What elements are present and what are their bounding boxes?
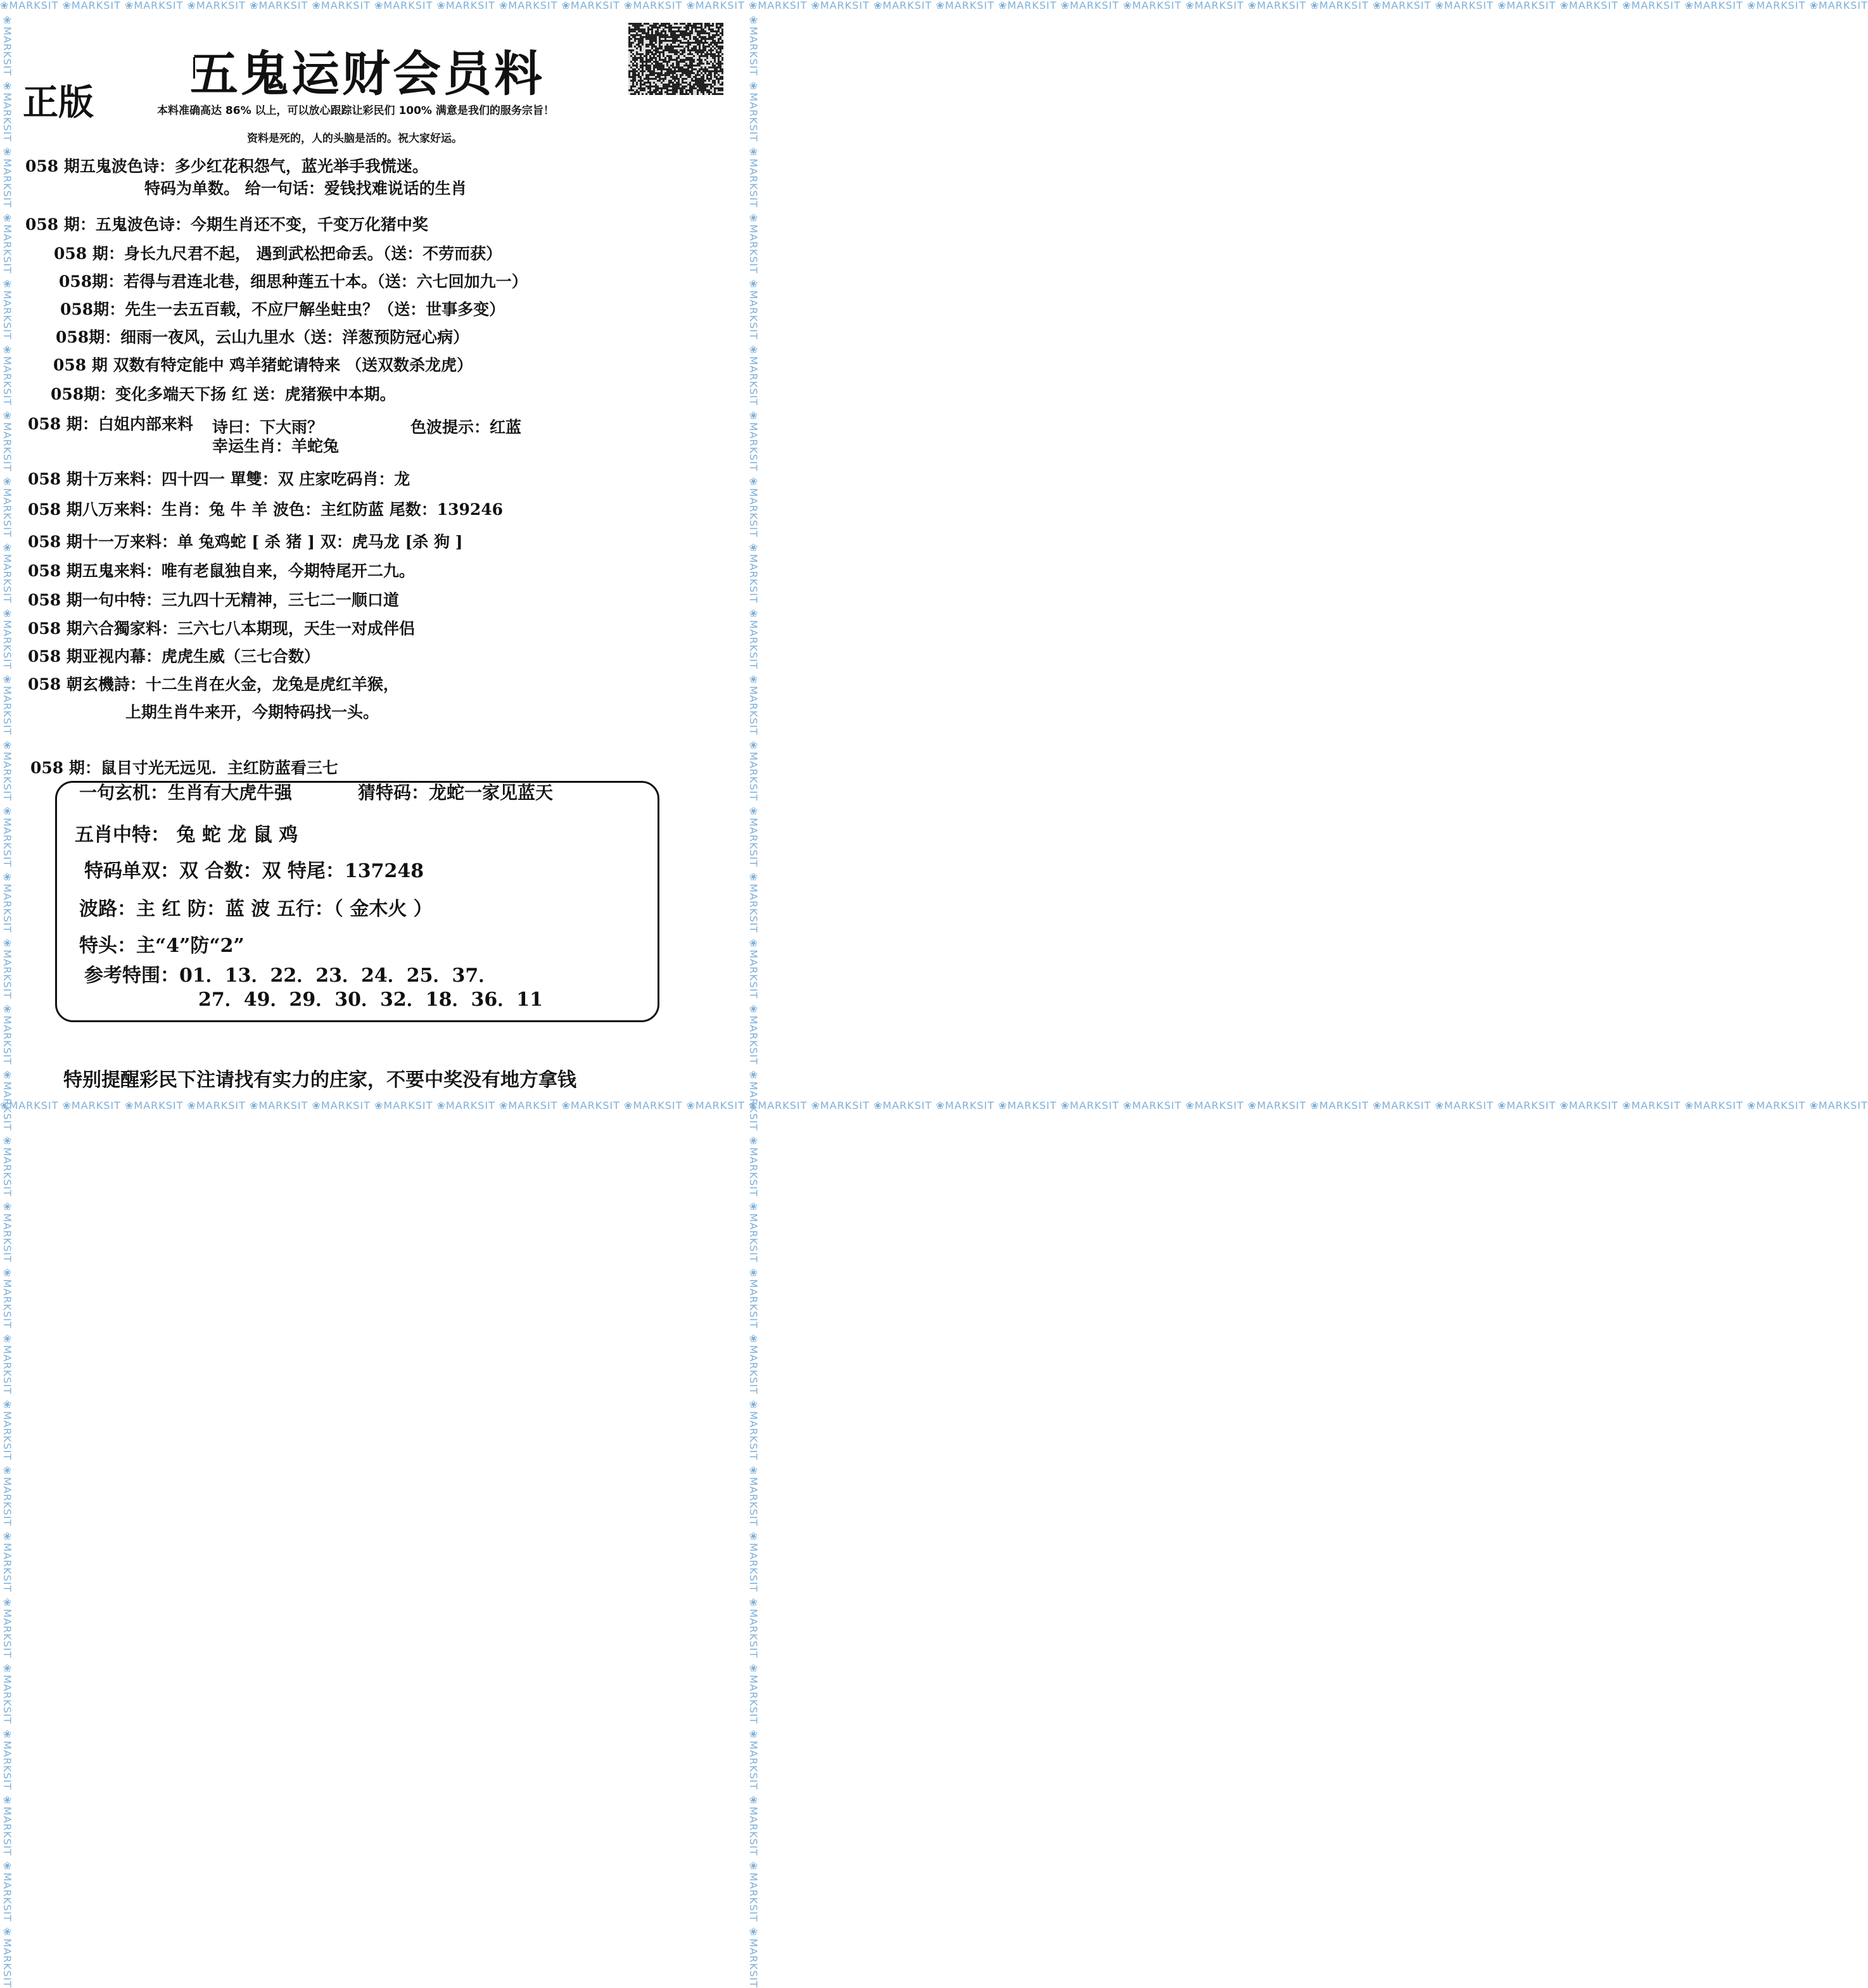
text-line: 058 期：身长九尺君不起， 遇到武松把命丢。（送：不劳而获） [54,244,502,263]
edition-label: 正版 [23,82,94,123]
text-line: 058 期亚视内幕：虎虎生威（三七合数） [28,647,320,666]
text-line: 幸运生肖：羊蛇兔 [212,437,340,455]
accuracy-note: 本料准确高达 86% 以上，可以放心跟踪让彩民们 100% 满意是我们的服务宗旨！ [157,104,554,117]
box-five-zodiac: 五肖中特： 兔 蛇 龙 鼠 鸡 [75,824,298,846]
text-line: 058 期 双数有特定能中 鸡羊猪蛇请特来 （送双数杀龙虎） [53,356,473,374]
text-line: 058 期：五鬼波色诗：今期生肖还不变，千变万化猪中奖 [25,215,428,234]
text-line: 058 期：鼠目寸光无远见．主红防蓝看三七 [30,759,338,777]
watermark-border-bottom: ❀MARKSIT ❀MARKSIT ❀MARKSIT ❀MARKSIT ❀MARKSIT ❀MARKSIT ❀MARKSIT ❀MARKSIT ❀MARKSIT ❀MARKSIT ❀MARKSIT ❀MARKSIT ❀MARKSIT ❀MARKSIT ❀MARKSIT ❀MARKSIT ❀MARKSIT ❀MARKSIT ❀MARKSIT ❀MARKSIT ❀MARKSIT ❀MARKSIT ❀MARKSIT ❀MARKSIT ❀MARKSIT ❀MARKSIT ❀MARKSIT ❀MARKSIT ❀MARKSIT ❀MARKSIT [0,1099,1868,1111]
watermark-border-top: ❀MARKSIT ❀MARKSIT ❀MARKSIT ❀MARKSIT ❀MARKSIT ❀MARKSIT ❀MARKSIT ❀MARKSIT ❀MARKSIT ❀MARKSIT ❀MARKSIT ❀MARKSIT ❀MARKSIT ❀MARKSIT ❀MARKSIT ❀MARKSIT ❀MARKSIT ❀MARKSIT ❀MARKSIT ❀MARKSIT ❀MARKSIT ❀MARKSIT ❀MARKSIT ❀MARKSIT ❀MARKSIT ❀MARKSIT ❀MARKSIT ❀MARKSIT ❀MARKSIT ❀MARKSIT [0,0,1868,11]
qr-code-image [628,23,723,95]
text-line: 色波提示：红蓝 [410,418,522,436]
luck-note: 资料是死的，人的头脑是活的。祝大家好运。 [247,132,462,145]
text-line: 特码为单数。 给一句话：爱钱找难说话的生肖 [144,179,467,198]
text-line: 058 期十万来料：四十四一 單雙：双 庄家吃码肖：龙 [28,470,410,488]
text-line: 诗曰：下大雨？ [212,418,324,436]
text-line: 058 期十一万来料：单 兔鸡蛇 [ 杀 猪 ] 双：虎马龙 [杀 狗 ] [28,533,463,551]
page-title: 五鬼运财会员料 [190,46,545,102]
box-odd-even: 特码单双：双 合数：双 特尾：137248 [84,860,424,882]
text-line: 058 期：白姐内部来料 [28,415,193,433]
box-reference-range: 参考特围：01．13．22．23．24．25．37． [84,965,498,987]
box-head-digit: 特头：主“4”防“2” [79,935,245,957]
text-line: 058期：若得与君连北巷，细思种莲五十本。（送：六七回加九一） [59,272,528,291]
text-line: 058 期五鬼来料：唯有老鼠独自来，今期特尾开二九。 [28,562,415,580]
footer-reminder: 特别提醒彩民下注请找有实力的庄家，不要中奖没有地方拿钱 [63,1069,576,1091]
watermark-border-right: ❀MARKSIT ❀MARKSIT ❀MARKSIT ❀MARKSIT ❀MARKSIT ❀MARKSIT ❀MARKSIT ❀MARKSIT ❀MARKSIT ❀MARKSIT ❀MARKSIT ❀MARKSIT ❀MARKSIT ❀MARKSIT ❀MARKSIT ❀MARKSIT ❀MARKSIT ❀MARKSIT ❀MARKSIT ❀MARKSIT ❀MARKSIT ❀MARKSIT ❀MARKSIT ❀MARKSIT ❀MARKSIT ❀MARKSIT ❀MARKSIT ❀MARKSIT ❀MARKSIT ❀MARKSIT [747,14,759,1988]
text-line: 058 朝玄機詩：十二生肖在火金，龙兔是虎红羊猴， [28,675,399,693]
text-line: 058期：细雨一夜风，云山九里水（送：洋葱预防冠心病） [56,328,469,346]
text-line: 058期：先生一去五百载，不应尸解坐蛀虫？（送：世事多变） [60,300,505,319]
box-color-route: 波路：主 红 防：蓝 波 五行：（ 金木火 ） [79,898,433,920]
text-line: 058 期五鬼波色诗：多少红花积怨气，蓝光举手我慌迷。 [25,157,428,175]
box-riddle: 一句玄机：生肖有大虎牛强 [79,782,293,803]
text-line: 上期生肖牛来开，今期特码找一头。 [125,703,379,721]
text-line: 058 期六合獨家料：三六七八本期现，天生一对成伴侣 [28,619,415,638]
text-line: 058 期一句中特：三九四十无精神，三七二一顺口道 [28,591,399,609]
box-reference-range-cont: 27．49．29．30．32．18．36．11 [198,989,543,1011]
box-guess-code: 猜特码：龙蛇一家见蓝天 [358,782,554,803]
text-line: 058期：变化多端天下扬 红 送：虎猪猴中本期。 [51,385,396,403]
text-line: 058 期八万来料：生肖：兔 牛 羊 波色：主红防蓝 尾数：139246 [28,500,504,519]
watermark-border-left: ❀MARKSIT ❀MARKSIT ❀MARKSIT ❀MARKSIT ❀MARKSIT ❀MARKSIT ❀MARKSIT ❀MARKSIT ❀MARKSIT ❀MARKSIT ❀MARKSIT ❀MARKSIT ❀MARKSIT ❀MARKSIT ❀MARKSIT ❀MARKSIT ❀MARKSIT ❀MARKSIT ❀MARKSIT ❀MARKSIT ❀MARKSIT ❀MARKSIT ❀MARKSIT ❀MARKSIT ❀MARKSIT ❀MARKSIT ❀MARKSIT ❀MARKSIT ❀MARKSIT ❀MARKSIT [1,14,13,1988]
